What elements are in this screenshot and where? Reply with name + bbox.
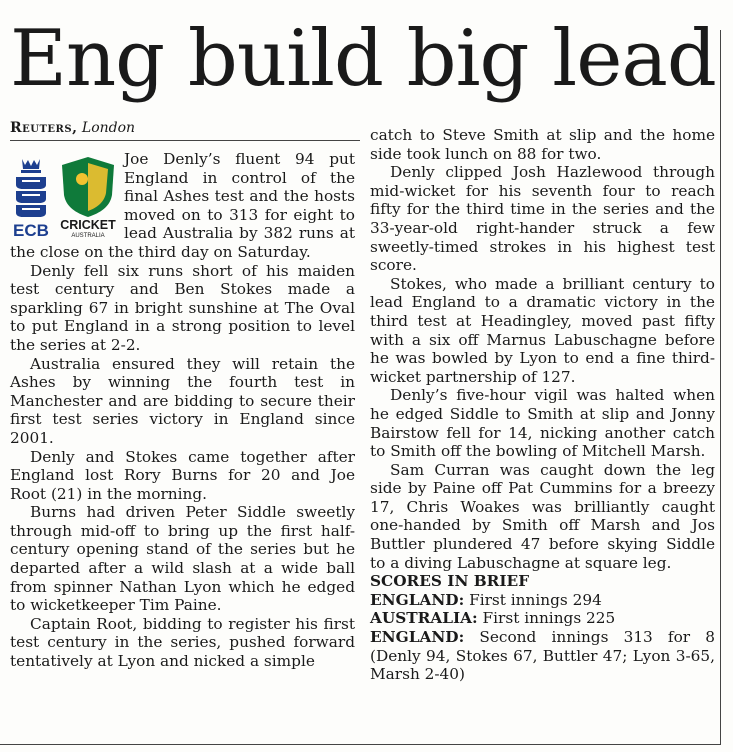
byline xyxy=(10,120,135,136)
bottom-rule xyxy=(0,744,720,745)
article-paragraph: Denly’s five-hour vigil was halted when he edged Siddle to Smith at slip and Jonny Bairstow fell for 14, nicking another catch to Smith off the bowling of Mitchell Marsh. xyxy=(370,386,715,461)
scores-heading: SCORES IN BRIEF xyxy=(370,572,530,591)
article-paragraph xyxy=(10,150,355,262)
cricket-australia-logo xyxy=(58,155,118,239)
article-paragraph: Denly fell six runs short of his maiden test century and Ben Stokes made a sparkling 67 in bright sunshine at The Oval to put England in a strong position to level the series at 2-2. xyxy=(10,261,355,354)
article-paragraph: Sam Curran was caught down the leg side by Paine off Pat Cummins for a breezy 17, Chris Woakes was brilliantly caught one-handed by Smith off Marsh and Jos Buttler plundered 47 before skying Siddle to a diving Labuschagne at square leg. xyxy=(370,460,715,572)
column-divider xyxy=(720,30,721,745)
byline-city: London xyxy=(81,120,136,136)
article-paragraph: catch to Steve Smith at slip and the home side took lunch on 88 for two. xyxy=(370,126,715,163)
score-team: ENGLAND: xyxy=(370,590,465,609)
article-column-1 xyxy=(10,150,355,671)
ecb-logo xyxy=(10,157,52,239)
ecb-text: ECB xyxy=(13,221,49,239)
score-text: First innings 225 xyxy=(482,609,616,628)
paragraph-text: Joe Denly’s fluent 94 put England in control of the final Ashes test and the hosts moved on to 313 for eight to lead Australia by 382 runs at the close on the third day on Saturday. xyxy=(10,150,355,261)
byline-agency: Reuters, xyxy=(10,120,78,136)
ca-text: CRICKET xyxy=(60,218,116,232)
article-paragraph: Denly and Stokes came together after England lost Rory Burns for 20 and Joe Root (21) in the morning. xyxy=(10,447,355,503)
score-line xyxy=(370,591,715,610)
article-paragraph: Australia ensured they will retain the Ashes by winning the fourth test in Manchester and are bidding to secure their first test series victory in England since 2001. xyxy=(10,354,355,447)
article-paragraph: Stokes, who made a brilliant century to lead England to a dramatic victory in the third test at Headingley, moved past fifty with a six off Marnus Labuschagne before he was bowled by Lyon to end a fine third-wicket partnership of 127. xyxy=(370,274,715,386)
ca-subtext: AUSTRALIA xyxy=(71,233,105,239)
article-paragraph: Captain Root, bidding to register his first test century in the series, pushed forward tentatively at Lyon and nicked a simple xyxy=(10,614,355,671)
headline: Eng build big lead xyxy=(10,14,716,104)
article-column-2 xyxy=(370,126,715,684)
score-line xyxy=(370,628,715,684)
score-team: AUSTRALIA: xyxy=(370,609,478,628)
score-team: ENGLAND: xyxy=(370,628,465,647)
logos xyxy=(10,155,118,241)
score-text: First innings 294 xyxy=(469,590,602,609)
score-line xyxy=(370,609,715,628)
byline-rule xyxy=(10,140,360,141)
article-paragraph: Burns had driven Peter Siddle sweetly through mid-off to bring up the first half-century opening stand of the series but he departed after a wild slash at a wide ball from spinner Nathan Lyon which he edged to wicketkeeper Tim Paine. xyxy=(10,503,355,615)
article-paragraph: Denly clipped Josh Hazlewood through mid-wicket for his seventh four to reach fifty for the third time in the series and the 33-year-old right-hander struck a few sweetly-timed strokes in his highest test score. xyxy=(370,163,715,275)
score-text: Second innings 313 for 8 (Denly 94, Stokes 67, Buttler 47; Lyon 3-65, Marsh 2-40) xyxy=(370,628,715,684)
